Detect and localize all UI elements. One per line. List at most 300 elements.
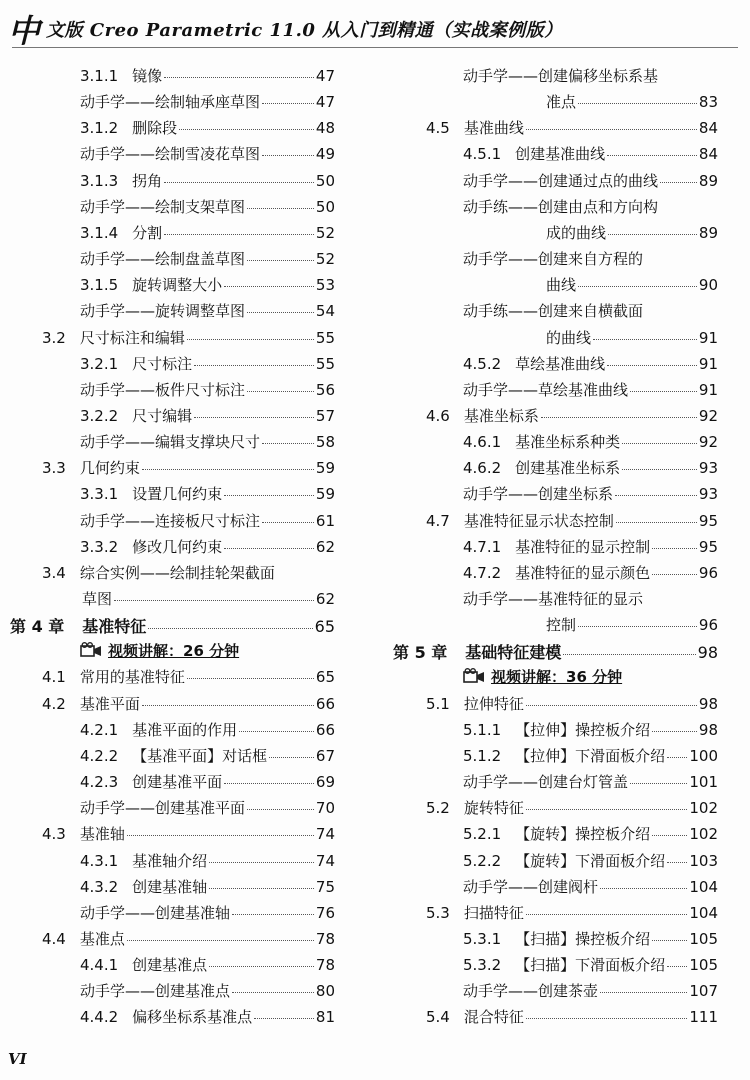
- dot-leader: [652, 835, 687, 836]
- section-number: 3.1.2: [80, 119, 119, 138]
- toc-entry: [546, 327, 718, 353]
- section-number: 3.2: [42, 328, 66, 347]
- page-ref: 93: [698, 459, 718, 478]
- dot-leader: [254, 1018, 314, 1019]
- dot-leader: [224, 495, 314, 496]
- entry-title: 【扫描】下滑面板介绍: [515, 956, 666, 975]
- page-ref: 65: [315, 668, 335, 687]
- page-ref: 59: [315, 485, 335, 504]
- entry-title: 动手练——创建由点和方向构: [463, 197, 659, 216]
- toc-entry: [463, 536, 718, 562]
- entry-title: 基准轴: [79, 825, 125, 844]
- dot-leader: [232, 914, 314, 915]
- dot-leader: [179, 129, 314, 130]
- page-ref: 74: [315, 825, 335, 844]
- section-number: 4.5.1: [463, 145, 502, 164]
- entry-title: 动手学——绘制支架草图: [80, 197, 246, 216]
- page-header: [0, 0, 750, 50]
- dot-leader: [578, 103, 697, 104]
- entry-title: 视频讲解：36 分钟: [491, 668, 623, 687]
- toc-entry: [546, 222, 718, 248]
- entry-title: 【旋转】操控板介绍: [515, 825, 651, 844]
- section-number: 4.4.1: [80, 956, 119, 975]
- page-ref: 57: [315, 406, 335, 425]
- toc-entry: [80, 980, 335, 1006]
- page-ref: 65: [314, 617, 335, 637]
- toc-entry: [80, 902, 335, 928]
- page-ref: 54: [315, 302, 335, 321]
- dot-leader: [622, 469, 697, 470]
- dot-leader: [526, 705, 697, 706]
- dot-leader: [652, 548, 697, 549]
- page-number: VI: [8, 1050, 27, 1068]
- dot-leader: [526, 809, 687, 810]
- dot-leader: [660, 182, 697, 183]
- entry-title: 准点: [546, 93, 577, 112]
- toc-entry: [463, 719, 718, 745]
- dot-leader: [247, 260, 314, 261]
- header-rule: [12, 47, 738, 48]
- toc-entry: [80, 300, 335, 326]
- toc-entry: [82, 588, 335, 614]
- page-ref: 101: [689, 773, 718, 792]
- page-ref: 47: [315, 93, 335, 112]
- entry-title: 基准特征的显示颜色: [515, 563, 651, 582]
- page-ref: 93: [698, 485, 718, 504]
- section-number: 4.6: [426, 406, 450, 425]
- toc-entry: [546, 91, 718, 117]
- entry-title: 动手学——创建台灯管盖: [463, 773, 629, 792]
- toc-entry: [80, 745, 335, 771]
- page-ref: 96: [698, 563, 718, 582]
- page-ref: 78: [315, 956, 335, 975]
- section-number: 3.1.1: [80, 67, 119, 85]
- section-number: 3.3: [42, 459, 66, 478]
- page-ref: 75: [315, 877, 335, 896]
- page-ref: 66: [315, 720, 335, 739]
- toc-entry: [463, 196, 718, 222]
- page-ref: 52: [315, 223, 335, 242]
- page-ref: 89: [698, 171, 718, 190]
- toc-entry: [80, 143, 335, 169]
- entry-title: 基准平面: [79, 694, 140, 713]
- toc-entry: [426, 797, 718, 823]
- dot-leader: [600, 992, 687, 993]
- entry-title: 基准平面的作用: [132, 720, 238, 739]
- page-ref: 90: [698, 276, 718, 295]
- dot-leader: [114, 600, 314, 601]
- entry-title: 动手学——创建基准轴: [80, 903, 231, 922]
- dot-leader: [224, 286, 314, 287]
- entry-title: 分割: [132, 223, 163, 242]
- toc-entry: [463, 876, 718, 902]
- page-ref: 58: [315, 433, 335, 452]
- entry-title: 动手学——基准特征的显示: [463, 590, 644, 608]
- dot-leader: [209, 862, 314, 863]
- entry-title: 动手学——绘制雪凌花草图: [80, 145, 261, 164]
- page-ref: 91: [698, 328, 718, 347]
- page-ref: 111: [689, 1008, 718, 1027]
- dot-leader: [652, 574, 697, 575]
- toc-entry: [426, 510, 718, 536]
- section-number: 4.3.2: [80, 877, 119, 896]
- toc-entry: [80, 274, 335, 300]
- toc-entry: [80, 719, 335, 745]
- video-camera-icon: [80, 642, 102, 658]
- section-number: 4.3: [42, 825, 66, 844]
- page-ref: 98: [697, 643, 718, 663]
- dot-leader: [209, 888, 314, 889]
- section-number: 4.5: [426, 119, 450, 138]
- toc-entry: [463, 248, 718, 274]
- page-ref: 95: [698, 511, 718, 530]
- toc-entry: [463, 823, 718, 849]
- dot-leader: [164, 182, 314, 183]
- dot-leader: [607, 365, 697, 366]
- toc-entry: [42, 928, 335, 954]
- section-number: 4.2.2: [80, 746, 119, 765]
- toc-entry: [426, 1006, 718, 1032]
- page-ref: 107: [689, 982, 718, 1001]
- dot-leader: [142, 705, 314, 706]
- section-number: 4.4: [42, 929, 66, 948]
- page-ref: 53: [315, 276, 335, 295]
- page-ref: 69: [315, 773, 335, 792]
- entry-title: 动手学——创建坐标系: [463, 485, 614, 504]
- entry-title: 修改几何约束: [132, 537, 223, 556]
- toc-entry: [80, 850, 335, 876]
- chapter-entry: [10, 614, 335, 640]
- toc-entry: [463, 771, 718, 797]
- toc-entry: [426, 405, 718, 431]
- toc-entry: [42, 457, 335, 483]
- page-ref: 92: [698, 433, 718, 452]
- section-number: 4.7.1: [463, 537, 502, 556]
- dot-leader: [164, 234, 314, 235]
- dot-leader: [194, 417, 314, 418]
- entry-title: 常用的基准特征: [79, 668, 185, 687]
- entry-title: 动手学——编辑支撑块尺寸: [80, 433, 261, 452]
- page-ref: 96: [698, 616, 718, 635]
- dot-leader: [262, 522, 314, 523]
- dot-leader: [224, 783, 314, 784]
- toc-entry: [80, 431, 335, 457]
- entry-title: 设置几何约束: [132, 485, 223, 504]
- entry-title: 旋转调整大小: [132, 276, 223, 295]
- entry-title: 基准坐标系种类: [515, 433, 621, 452]
- page-ref: 47: [315, 67, 335, 85]
- toc-entry: [463, 850, 718, 876]
- toc-entry: [80, 510, 335, 536]
- section-number: 4.7: [426, 511, 450, 530]
- dot-leader: [615, 495, 697, 496]
- entry-title: 基准点: [79, 929, 125, 948]
- video-duration-note: [463, 666, 718, 692]
- section-number: 4.1: [42, 668, 66, 687]
- chapter-entry: [393, 640, 718, 666]
- page-ref: 55: [315, 354, 335, 373]
- toc-entry: [80, 797, 335, 823]
- section-number: 4.7.2: [463, 563, 502, 582]
- toc-entry: [546, 614, 718, 640]
- entry-title: 动手学——创建偏移坐标系基: [463, 67, 659, 85]
- page-ref: 91: [698, 380, 718, 399]
- page-ref: 105: [689, 929, 718, 948]
- dot-leader: [232, 992, 314, 993]
- toc-entry: [80, 117, 335, 143]
- entry-title: 混合特征: [463, 1008, 524, 1027]
- page-ref: 98: [698, 694, 718, 713]
- page-ref: 56: [315, 380, 335, 399]
- entry-title: 草绘基准曲线: [515, 354, 606, 373]
- toc-entry: [80, 483, 335, 509]
- entry-title: 动手学——创建基准平面: [80, 799, 246, 818]
- entry-title: 动手学——旋转调整草图: [80, 302, 246, 321]
- entry-title: 尺寸编辑: [132, 406, 193, 425]
- dot-leader: [563, 654, 695, 655]
- entry-title: 删除段: [132, 119, 178, 138]
- entry-title: 【旋转】下滑面板介绍: [515, 851, 666, 870]
- toc-entry: [80, 954, 335, 980]
- dot-leader: [578, 286, 697, 287]
- book-title: 文版 Creo Parametric 11.0 从入门到精通（实战案例版）: [46, 20, 563, 41]
- entry-title: 综合实例——绘制挂轮架截面: [79, 563, 275, 582]
- entry-title: 动手学——创建阀杆: [463, 877, 599, 896]
- section-number: 5.3.1: [463, 929, 502, 948]
- dot-leader: [667, 966, 687, 967]
- toc-entry: [463, 353, 718, 379]
- toc-entry: [80, 876, 335, 902]
- entry-title: 控制: [546, 616, 577, 635]
- toc-entry: [426, 902, 718, 928]
- section-number: 4.2: [42, 694, 66, 713]
- toc-entry: [80, 771, 335, 797]
- dot-leader: [269, 757, 314, 758]
- entry-title: 视频讲解：26 分钟: [108, 642, 240, 661]
- dot-leader: [652, 731, 697, 732]
- toc-entry: [80, 536, 335, 562]
- toc-entry: [463, 379, 718, 405]
- entry-title: 动手学——绘制轴承座草图: [80, 93, 261, 112]
- dot-leader: [526, 914, 687, 915]
- dot-leader: [262, 103, 314, 104]
- entry-title: 动手学——绘制盘盖草图: [80, 250, 246, 269]
- dot-leader: [262, 155, 314, 156]
- toc-entry: [426, 693, 718, 719]
- entry-title: 动手学——创建基准点: [80, 982, 231, 1001]
- page-ref: 91: [698, 354, 718, 373]
- toc-entry: [80, 170, 335, 196]
- entry-title: 【扫描】操控板介绍: [515, 929, 651, 948]
- dot-leader: [187, 678, 314, 679]
- dot-leader: [541, 417, 697, 418]
- dot-leader: [127, 835, 314, 836]
- entry-title: 的曲线: [546, 328, 592, 347]
- entry-title: 创建基准点: [132, 956, 208, 975]
- entry-title: 基准特征显示状态控制: [463, 511, 614, 530]
- entry-title: 动手练——创建来自横截面: [463, 302, 644, 321]
- chapter-number: 第 5 章: [393, 643, 448, 663]
- page-ref: 104: [689, 903, 718, 922]
- page-ref: 89: [698, 223, 718, 242]
- toc-entry: [463, 457, 718, 483]
- section-number: 5.2.1: [463, 825, 502, 844]
- entry-title: 基准曲线: [463, 119, 524, 138]
- section-number: 5.2: [426, 799, 450, 818]
- entry-title: 拐角: [132, 171, 163, 190]
- toc-entry: [80, 353, 335, 379]
- dot-leader: [630, 783, 687, 784]
- entry-title: 动手学——创建茶壶: [463, 982, 599, 1001]
- page-ref: 80: [315, 982, 335, 1001]
- toc-entry: [42, 823, 335, 849]
- dot-leader: [247, 391, 314, 392]
- dot-leader: [194, 365, 314, 366]
- page-ref: 50: [315, 197, 335, 216]
- entry-title: 草图: [82, 590, 113, 608]
- page-ref: 59: [315, 459, 335, 478]
- page-ref: 95: [698, 537, 718, 556]
- entry-title: 创建基准曲线: [515, 145, 606, 164]
- section-number: 3.2.2: [80, 406, 119, 425]
- toc-entry: [80, 248, 335, 274]
- section-number: 5.1.2: [463, 746, 502, 765]
- page-ref: 70: [315, 799, 335, 818]
- page-ref: 102: [689, 825, 718, 844]
- entry-title: 旋转特征: [463, 799, 524, 818]
- entry-title: 基准坐标系: [463, 406, 539, 425]
- toc-entry: [463, 170, 718, 196]
- dot-leader: [526, 1018, 687, 1019]
- page-ref: 76: [315, 903, 335, 922]
- dot-leader: [247, 208, 314, 209]
- toc-entry: [463, 928, 718, 954]
- dot-leader: [630, 391, 697, 392]
- page-ref: 103: [689, 851, 718, 870]
- dot-leader: [148, 628, 312, 629]
- entry-title: 【基准平面】对话框: [132, 746, 268, 765]
- section-number: 4.5.2: [463, 354, 502, 373]
- section-number: 4.4.2: [80, 1008, 119, 1027]
- entry-title: 基准轴介绍: [132, 851, 208, 870]
- dot-leader: [142, 469, 314, 470]
- entry-title: 【拉伸】下滑面板介绍: [515, 746, 666, 765]
- entry-title: 尺寸标注和编辑: [79, 328, 185, 347]
- toc-entry: [463, 745, 718, 771]
- page-ref: 92: [698, 406, 718, 425]
- page-ref: 61: [315, 511, 335, 530]
- page-ref: 84: [698, 145, 718, 164]
- section-number: 4.6.1: [463, 433, 502, 452]
- toc-entry: [42, 693, 335, 719]
- section-number: 3.1.4: [80, 223, 119, 242]
- title-mark: 中: [8, 12, 41, 50]
- dot-leader: [600, 888, 687, 889]
- dot-leader: [616, 522, 697, 523]
- section-number: 3.1.3: [80, 171, 119, 190]
- entry-title: 基准特征: [82, 617, 147, 637]
- toc-entry: [463, 143, 718, 169]
- chapter-number: 第 4 章: [10, 617, 65, 637]
- toc-entry: [80, 196, 335, 222]
- toc-entry: [463, 65, 718, 91]
- page-ref: 48: [315, 119, 335, 138]
- section-number: 3.3.2: [80, 537, 119, 556]
- entry-title: 尺寸标注: [132, 354, 193, 373]
- dot-leader: [526, 129, 697, 130]
- toc-entry: [463, 588, 718, 614]
- entry-title: 镜像: [132, 67, 163, 85]
- page-ref: 52: [315, 250, 335, 269]
- entry-title: 拉伸特征: [463, 694, 524, 713]
- dot-leader: [239, 731, 314, 732]
- toc-entry: [42, 327, 335, 353]
- video-duration-note: [80, 640, 335, 666]
- dot-leader: [652, 940, 687, 941]
- dot-leader: [247, 312, 314, 313]
- page-ref: 102: [689, 799, 718, 818]
- entry-title: 动手学——创建来自方程的: [463, 250, 644, 269]
- toc-entry: [80, 222, 335, 248]
- entry-title: 曲线: [546, 276, 577, 295]
- entry-title: 动手学——连接板尺寸标注: [80, 511, 261, 530]
- toc-entry: [80, 379, 335, 405]
- dot-leader: [608, 234, 697, 235]
- toc-entry: [546, 274, 718, 300]
- section-number: 3.2.1: [80, 354, 119, 373]
- entry-title: 创建基准坐标系: [515, 459, 621, 478]
- toc-entry: [463, 483, 718, 509]
- page-ref: 55: [315, 328, 335, 347]
- dot-leader: [164, 77, 314, 78]
- entry-title: 【拉伸】操控板介绍: [515, 720, 651, 739]
- toc-entry: [42, 666, 335, 692]
- entry-title: 偏移坐标系基准点: [132, 1008, 253, 1027]
- page-ref: 67: [315, 746, 335, 765]
- page-ref: 84: [698, 119, 718, 138]
- toc-entry: [463, 562, 718, 588]
- toc-entry: [80, 405, 335, 431]
- toc-entry: [80, 65, 335, 91]
- section-number: 5.1: [426, 694, 450, 713]
- entry-title: 成的曲线: [546, 223, 607, 242]
- dot-leader: [607, 155, 697, 156]
- toc-entry: [80, 91, 335, 117]
- toc-entry: [426, 117, 718, 143]
- section-number: 4.2.3: [80, 773, 119, 792]
- entry-title: 创建基准轴: [132, 877, 208, 896]
- entry-title: 扫描特征: [463, 903, 524, 922]
- page-ref: 62: [315, 590, 335, 608]
- entry-title: 动手学——草绘基准曲线: [463, 380, 629, 399]
- video-camera-icon: [463, 668, 485, 684]
- entry-title: 基准特征的显示控制: [515, 537, 651, 556]
- entry-title: 动手学——创建通过点的曲线: [463, 171, 659, 190]
- dot-leader: [593, 339, 697, 340]
- section-number: 5.1.1: [463, 720, 502, 739]
- page-ref: 104: [689, 877, 718, 896]
- entry-title: 基础特征建模: [465, 643, 562, 663]
- section-number: 5.2.2: [463, 851, 502, 870]
- dot-leader: [247, 809, 314, 810]
- dot-leader: [262, 443, 314, 444]
- page-ref: 74: [315, 851, 335, 870]
- section-number: 5.3.2: [463, 956, 502, 975]
- entry-title: 动手学——板件尺寸标注: [80, 380, 246, 399]
- page-ref: 83: [698, 93, 718, 112]
- section-number: 3.1.5: [80, 276, 119, 295]
- toc-entry: [463, 431, 718, 457]
